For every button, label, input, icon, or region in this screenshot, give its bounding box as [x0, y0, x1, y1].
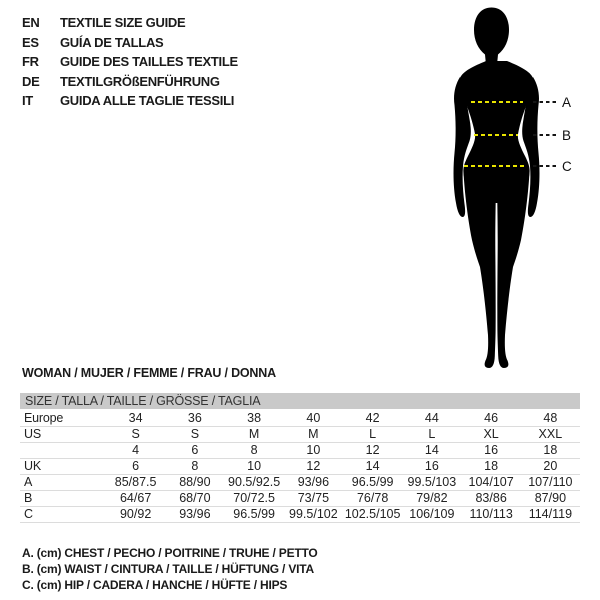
table-row-uk [20, 459, 580, 475]
table-row-hip-c [20, 507, 580, 523]
table-cell: 8 [250, 443, 258, 457]
table-cell: 114/119 [528, 507, 573, 521]
language-code: DE [22, 73, 40, 89]
woman-silhouette-figure [450, 5, 543, 370]
marker-label-a: A [562, 95, 572, 110]
size-table [20, 393, 580, 523]
row-label: Europe [24, 411, 64, 425]
table-cell: 18 [484, 459, 499, 473]
woman-silhouette-icon [450, 5, 543, 370]
legend-waist: B. (cm) WAIST / CINTURA / TAILLE / HÜFTUNG / VITA [22, 562, 314, 577]
marker-label-c: C [562, 159, 572, 174]
row-label: UK [24, 459, 41, 473]
language-title-list [22, 13, 238, 111]
size-table-header: SIZE / TALLA / TAILLE / GRÖSSE / TAGLIA [20, 393, 580, 409]
waist-pointer-line [533, 134, 557, 136]
table-cell: 14 [365, 459, 380, 473]
table-cell: XL [483, 427, 499, 441]
table-cell: 102.5/105 [344, 507, 401, 521]
marker-label-b: B [562, 128, 572, 143]
row-label: B [24, 491, 33, 505]
row-label: US [24, 427, 41, 441]
table-cell: 8 [191, 459, 199, 473]
table-cell: 76/78 [356, 491, 389, 505]
table-cell: 90.5/92.5 [228, 475, 281, 489]
table-cell: 96.5/99 [351, 475, 394, 489]
table-cell: XXL [538, 427, 563, 441]
language-row-de [22, 72, 238, 92]
language-row-it [22, 91, 238, 111]
table-cell: L [428, 427, 436, 441]
table-cell: 10 [306, 443, 321, 457]
table-cell: 73/75 [297, 491, 330, 505]
guide-title-de: TEXTILGRÖßENFÜHRUNG [60, 73, 220, 89]
table-cell: 40 [306, 411, 321, 425]
table-cell: 106/109 [409, 507, 455, 521]
table-cell: 14 [424, 443, 439, 457]
table-cell: 36 [187, 411, 202, 425]
table-cell: 48 [543, 411, 558, 425]
table-cell: 93/96 [179, 507, 211, 521]
guide-title-es: GUÍA DE TALLAS [60, 34, 164, 50]
table-cell: 99.5/103 [407, 475, 457, 489]
language-code: EN [22, 15, 40, 30]
measurement-legend [22, 545, 318, 594]
language-code: FR [22, 54, 39, 70]
table-cell: 110/113 [469, 507, 513, 521]
guide-title-fr: GUIDE DES TAILLES TEXTILE [60, 54, 238, 70]
table-row-chest-a [20, 475, 580, 491]
legend-chest: A. (cm) CHEST / PECHO / POITRINE / TRUHE / PETTO [22, 546, 318, 560]
table-cell: 12 [365, 443, 380, 457]
table-row-us-numeric [20, 443, 580, 459]
row-label [20, 443, 106, 458]
hip-measure-line [464, 165, 524, 167]
table-cell: 64/67 [119, 491, 152, 505]
table-cell: 90/92 [119, 507, 152, 521]
table-cell: S [190, 427, 200, 441]
table-cell: 34 [128, 411, 143, 425]
table-cell: 68/70 [179, 491, 211, 505]
hip-pointer-line [533, 165, 557, 167]
table-row-us [20, 427, 580, 443]
table-cell: 46 [484, 411, 499, 425]
table-cell: 99.5/102 [289, 507, 338, 521]
section-title-woman: WOMAN / MUJER / FEMME / FRAU / DONNA [22, 366, 276, 380]
table-cell: 93/96 [297, 475, 330, 489]
table-cell: 12 [306, 459, 321, 473]
chest-measure-line [471, 101, 523, 103]
table-cell: 38 [247, 411, 262, 425]
table-cell: 6 [132, 459, 140, 473]
table-cell: 20 [543, 459, 558, 473]
table-cell: 42 [365, 411, 380, 425]
table-cell: 96.5/99 [233, 507, 275, 521]
guide-title-en: TEXTILE SIZE GUIDE [60, 15, 186, 30]
language-row-es [22, 33, 238, 53]
legend-hip: C. (cm) HIP / CADERA / HANCHE / HÜFTE / HIPS [22, 578, 288, 593]
table-cell: 16 [424, 459, 439, 473]
table-cell: L [369, 427, 377, 441]
table-cell: 18 [543, 443, 558, 457]
table-cell: 6 [191, 443, 199, 457]
table-cell: 79/82 [416, 491, 448, 505]
table-cell: 104/107 [468, 475, 514, 489]
language-row-en [22, 13, 238, 33]
language-row-fr [22, 52, 238, 72]
table-cell: M [248, 427, 260, 441]
table-cell: 10 [247, 459, 262, 473]
table-cell: 16 [484, 443, 499, 457]
table-cell: 70/72.5 [233, 491, 275, 505]
table-cell: S [131, 427, 140, 441]
table-cell: 4 [132, 443, 140, 457]
table-cell: 85/87.5 [114, 475, 157, 489]
table-cell: 107/110 [528, 475, 573, 489]
waist-measure-line [474, 134, 518, 136]
table-cell: 44 [424, 411, 439, 425]
language-code: IT [22, 93, 33, 109]
table-cell: 87/90 [534, 491, 567, 505]
chest-pointer-line [533, 101, 557, 103]
table-cell: 88/90 [179, 475, 211, 489]
row-label: C [24, 507, 33, 521]
table-cell: 83/86 [475, 491, 507, 505]
language-code: ES [22, 34, 39, 50]
table-row-waist-b [20, 491, 580, 507]
table-cell: M [308, 427, 319, 441]
row-label: A [24, 475, 33, 489]
guide-title-it: GUIDA ALLE TAGLIE TESSILI [60, 93, 235, 109]
table-row-europe [20, 411, 580, 427]
